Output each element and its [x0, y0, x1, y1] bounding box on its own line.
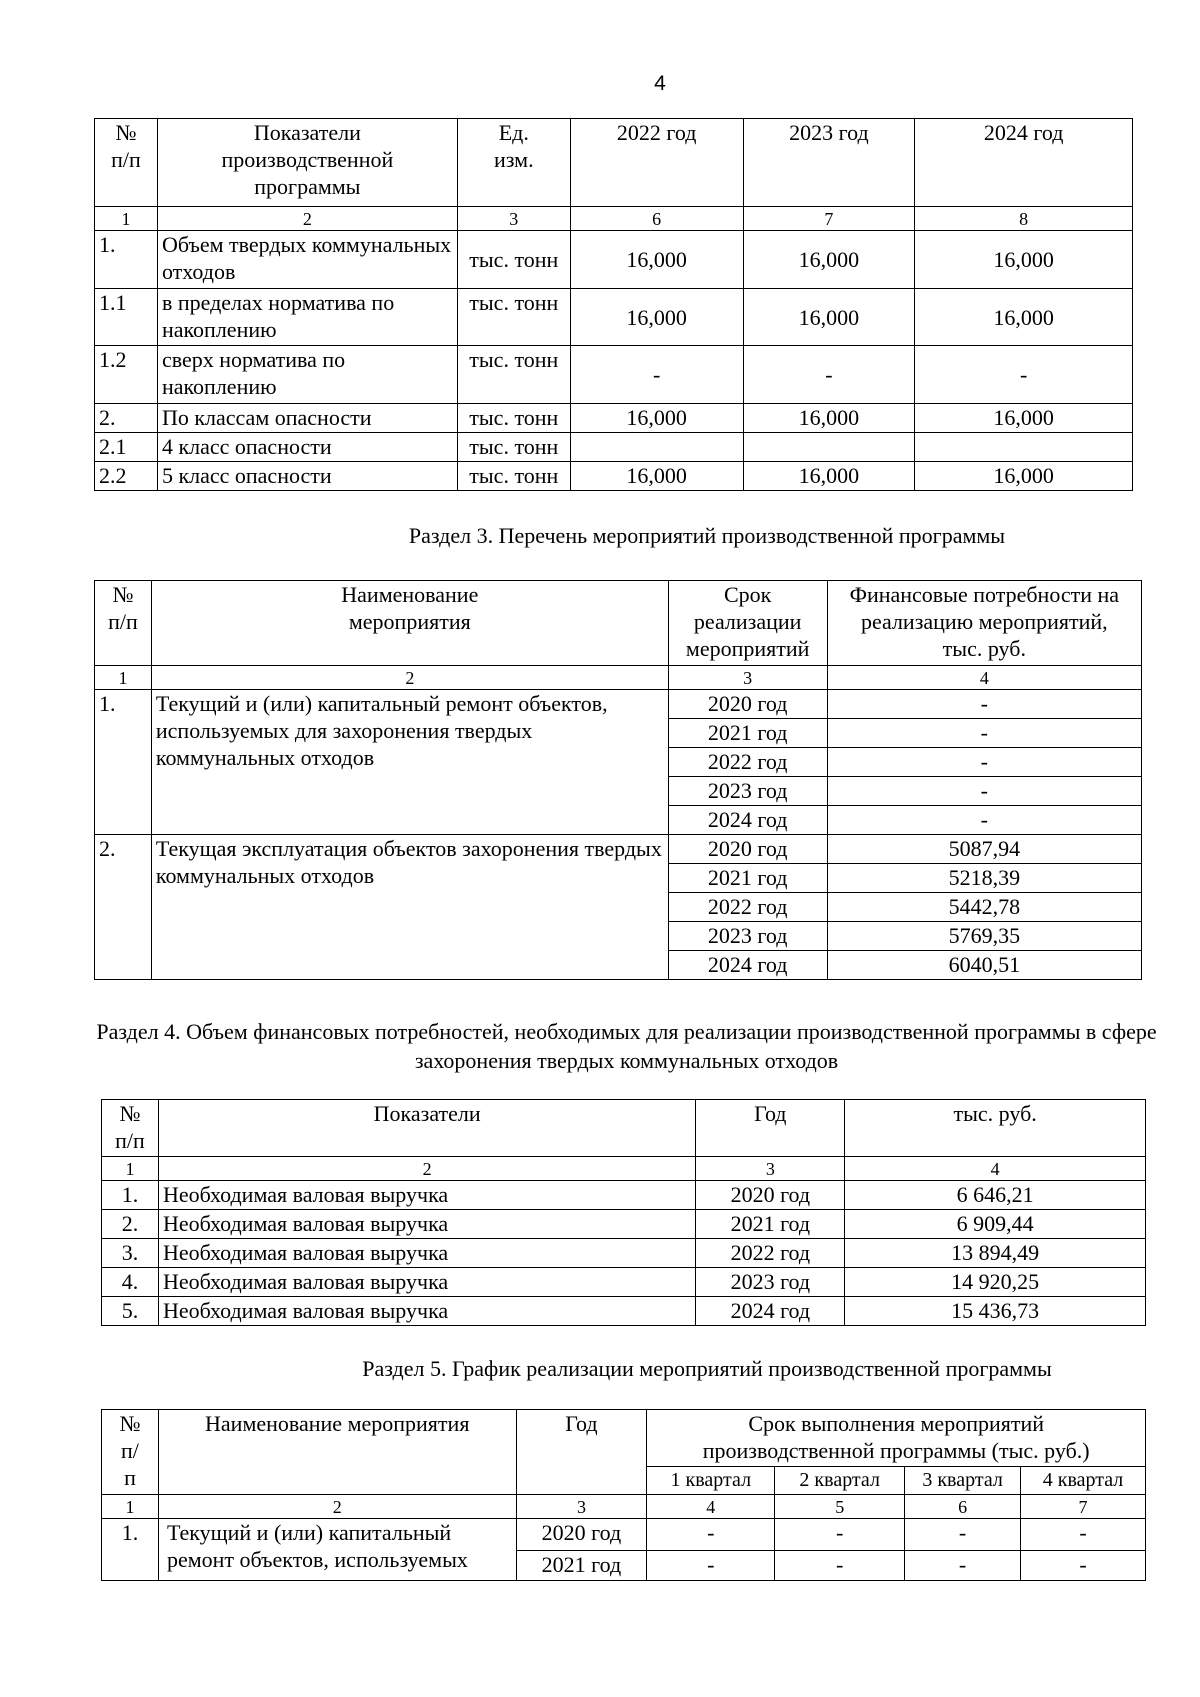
- value-cell: -: [1021, 1551, 1146, 1581]
- row-name: Объем твердых коммунальных отходов: [157, 231, 457, 289]
- row-number: 2.1: [95, 433, 158, 462]
- row-number: 1.2: [95, 346, 158, 404]
- value-cell: 16,000: [915, 289, 1133, 346]
- column-number: 7: [743, 207, 915, 231]
- value-cell: -: [827, 806, 1141, 835]
- column-number-row: [95, 207, 1133, 231]
- column-number: 4: [845, 1157, 1146, 1181]
- row-number: 1.: [102, 1519, 159, 1581]
- value-cell: 16,000: [570, 404, 743, 433]
- column-number: 3: [457, 207, 570, 231]
- year-cell: 2022 год: [696, 1239, 845, 1268]
- value-cell: 16,000: [743, 289, 915, 346]
- table-row: [102, 1268, 1146, 1297]
- year-cell: 2023 год: [668, 777, 827, 806]
- header-cell: Год: [696, 1100, 845, 1157]
- header-cell: 2023 год: [743, 119, 915, 207]
- page-number: 4: [654, 72, 666, 95]
- row-name: Необходимая валовая выручка: [158, 1210, 695, 1239]
- header-cell: Показатели производственной программы: [157, 119, 457, 207]
- row-unit: тыс. тонн: [457, 433, 570, 462]
- table-header-row: [95, 581, 1142, 666]
- year-cell: 2022 год: [668, 748, 827, 777]
- value-cell: 6 646,21: [845, 1181, 1146, 1210]
- value-cell: -: [827, 719, 1141, 748]
- value-cell: 6 909,44: [845, 1210, 1146, 1239]
- row-number: 1.: [95, 231, 158, 289]
- value-cell: 16,000: [570, 462, 743, 491]
- value-cell: -: [570, 346, 743, 404]
- column-number-row: [95, 666, 1142, 690]
- year-cell: 2021 год: [696, 1210, 845, 1239]
- row-number: 4.: [102, 1268, 159, 1297]
- value-cell: [570, 433, 743, 462]
- value-cell: [915, 433, 1133, 462]
- year-cell: 2021 год: [668, 864, 827, 893]
- value-cell: 16,000: [743, 404, 915, 433]
- table-row: [95, 289, 1133, 346]
- year-cell: 2021 год: [516, 1551, 647, 1581]
- column-number: 4: [647, 1495, 775, 1519]
- schedule-table: [101, 1409, 1146, 1581]
- value-cell: 14 920,25: [845, 1268, 1146, 1297]
- row-name: По классам опасности: [157, 404, 457, 433]
- table-row: [102, 1181, 1146, 1210]
- value-cell: 6040,51: [827, 951, 1141, 980]
- column-number: 2: [151, 666, 668, 690]
- value-cell: 16,000: [915, 404, 1133, 433]
- table-header-row: [102, 1410, 1146, 1467]
- value-cell: 16,000: [743, 462, 915, 491]
- header-cell: Наименование мероприятия: [151, 581, 668, 666]
- value-cell: 16,000: [915, 231, 1133, 289]
- year-cell: 2024 год: [696, 1297, 845, 1326]
- value-cell: -: [647, 1551, 775, 1581]
- value-cell: -: [905, 1551, 1021, 1581]
- table-row: [95, 231, 1133, 289]
- row-unit: тыс. тонн: [457, 231, 570, 289]
- header-cell: № п/ п: [102, 1410, 159, 1495]
- value-cell: 5087,94: [827, 835, 1141, 864]
- table-row: [95, 404, 1133, 433]
- row-name: Необходимая валовая выручка: [158, 1239, 695, 1268]
- year-cell: 2023 год: [668, 922, 827, 951]
- row-number: 2.: [95, 404, 158, 433]
- section-5-title: Раздел 5. График реализации мероприятий производственной программы: [362, 1356, 1052, 1381]
- value-cell: 5442,78: [827, 893, 1141, 922]
- header-cell: Ед. изм.: [457, 119, 570, 207]
- row-unit: тыс. тонн: [457, 346, 570, 404]
- quarter-header: 3 квартал: [905, 1467, 1021, 1495]
- column-number: 3: [516, 1495, 647, 1519]
- year-cell: 2020 год: [516, 1519, 647, 1551]
- value-cell: 16,000: [570, 231, 743, 289]
- measures-table: [94, 580, 1142, 980]
- column-number: 5: [775, 1495, 905, 1519]
- value-cell: 16,000: [915, 462, 1133, 491]
- column-number: 1: [102, 1157, 159, 1181]
- year-cell: 2020 год: [696, 1181, 845, 1210]
- header-cell: Год: [516, 1410, 647, 1495]
- value-cell: 15 436,73: [845, 1297, 1146, 1326]
- measure-name: Текущий и (или) капитальный ремонт объектов, используемых: [158, 1519, 516, 1581]
- header-cell: 2024 год: [915, 119, 1133, 207]
- column-number: 1: [95, 207, 158, 231]
- column-number: 2: [158, 1157, 695, 1181]
- value-cell: -: [905, 1519, 1021, 1551]
- year-cell: 2023 год: [696, 1268, 845, 1297]
- row-name: 4 класс опасности: [157, 433, 457, 462]
- column-number: 2: [157, 207, 457, 231]
- value-cell: 5769,35: [827, 922, 1141, 951]
- value-cell: 13 894,49: [845, 1239, 1146, 1268]
- value-cell: 16,000: [743, 231, 915, 289]
- header-cell: Финансовые потребности на реализацию мероприятий, тыс. руб.: [827, 581, 1141, 666]
- production-indicators-table: [94, 118, 1133, 491]
- header-cell: № п/п: [95, 581, 152, 666]
- column-number: 7: [1021, 1495, 1146, 1519]
- value-cell: -: [1021, 1519, 1146, 1551]
- table-row: [95, 433, 1133, 462]
- column-number: 1: [95, 666, 152, 690]
- table-row: [95, 835, 1142, 864]
- value-cell: [743, 433, 915, 462]
- row-number: 2.: [102, 1210, 159, 1239]
- row-name: сверх норматива по накоплению: [157, 346, 457, 404]
- financial-needs-table: [101, 1099, 1146, 1326]
- quarter-header: 2 квартал: [775, 1467, 905, 1495]
- row-number: 3.: [102, 1239, 159, 1268]
- value-cell: -: [827, 748, 1141, 777]
- year-cell: 2024 год: [668, 951, 827, 980]
- header-cell: 2022 год: [570, 119, 743, 207]
- value-cell: -: [647, 1519, 775, 1551]
- header-cell: № п/п: [102, 1100, 159, 1157]
- row-number: 2.2: [95, 462, 158, 491]
- header-cell: Наименование мероприятия: [158, 1410, 516, 1495]
- column-number: 3: [668, 666, 827, 690]
- row-unit: тыс. тонн: [457, 462, 570, 491]
- column-number: 6: [905, 1495, 1021, 1519]
- header-cell: Срок выполнения мероприятий производственной программы (тыс. руб.): [647, 1410, 1146, 1467]
- measure-name: Текущая эксплуатация объектов захоронения твердых коммунальных отходов: [151, 835, 668, 980]
- measure-name: Текущий и (или) капитальный ремонт объектов, используемых для захоронения твердых коммунальных отходов: [151, 690, 668, 835]
- header-cell: Показатели: [158, 1100, 695, 1157]
- quarter-header: 1 квартал: [647, 1467, 775, 1495]
- column-number-row: [102, 1157, 1146, 1181]
- year-cell: 2024 год: [668, 806, 827, 835]
- row-number: 1.: [102, 1181, 159, 1210]
- row-name: Необходимая валовая выручка: [158, 1181, 695, 1210]
- year-cell: 2020 год: [668, 835, 827, 864]
- row-name: 5 класс опасности: [157, 462, 457, 491]
- value-cell: 16,000: [570, 289, 743, 346]
- row-unit: тыс. тонн: [457, 404, 570, 433]
- value-cell: -: [915, 346, 1133, 404]
- table-row: [95, 462, 1133, 491]
- row-number: 5.: [102, 1297, 159, 1326]
- year-cell: 2022 год: [668, 893, 827, 922]
- header-cell: Срок реализации мероприятий: [668, 581, 827, 666]
- section-3-title: Раздел 3. Перечень мероприятий производственной программы: [408, 523, 1006, 548]
- row-name: Необходимая валовая выручка: [158, 1268, 695, 1297]
- table-header-row: [95, 119, 1133, 207]
- table-header-row: [102, 1100, 1146, 1157]
- column-number: 3: [696, 1157, 845, 1181]
- row-name: Необходимая валовая выручка: [158, 1297, 695, 1326]
- year-cell: 2021 год: [668, 719, 827, 748]
- header-cell: № п/п: [95, 119, 158, 207]
- row-number: 1.1: [95, 289, 158, 346]
- column-number: 4: [827, 666, 1141, 690]
- table-row: [95, 690, 1142, 719]
- row-name: в пределах норматива по накоплению: [157, 289, 457, 346]
- value-cell: -: [775, 1519, 905, 1551]
- row-number: 2.: [95, 835, 152, 980]
- header-cell: тыс. руб.: [845, 1100, 1146, 1157]
- section-4-title: Раздел 4. Объем финансовых потребностей, необходимых для реализации производственной программы в сфере захоронения твердых коммунальных отходов: [96, 1019, 1157, 1073]
- quarter-header: 4 квартал: [1021, 1467, 1146, 1495]
- value-cell: -: [827, 777, 1141, 806]
- value-cell: 5218,39: [827, 864, 1141, 893]
- row-unit: тыс. тонн: [457, 289, 570, 346]
- table-row: [95, 346, 1133, 404]
- table-row: [102, 1297, 1146, 1326]
- value-cell: -: [775, 1551, 905, 1581]
- column-number: 6: [570, 207, 743, 231]
- table-row: [102, 1519, 1146, 1551]
- table-row: [102, 1239, 1146, 1268]
- column-number: 8: [915, 207, 1133, 231]
- column-number: 1: [102, 1495, 159, 1519]
- value-cell: -: [827, 690, 1141, 719]
- column-number-row: [102, 1495, 1146, 1519]
- row-number: 1.: [95, 690, 152, 835]
- year-cell: 2020 год: [668, 690, 827, 719]
- column-number: 2: [158, 1495, 516, 1519]
- value-cell: -: [743, 346, 915, 404]
- table-row: [102, 1210, 1146, 1239]
